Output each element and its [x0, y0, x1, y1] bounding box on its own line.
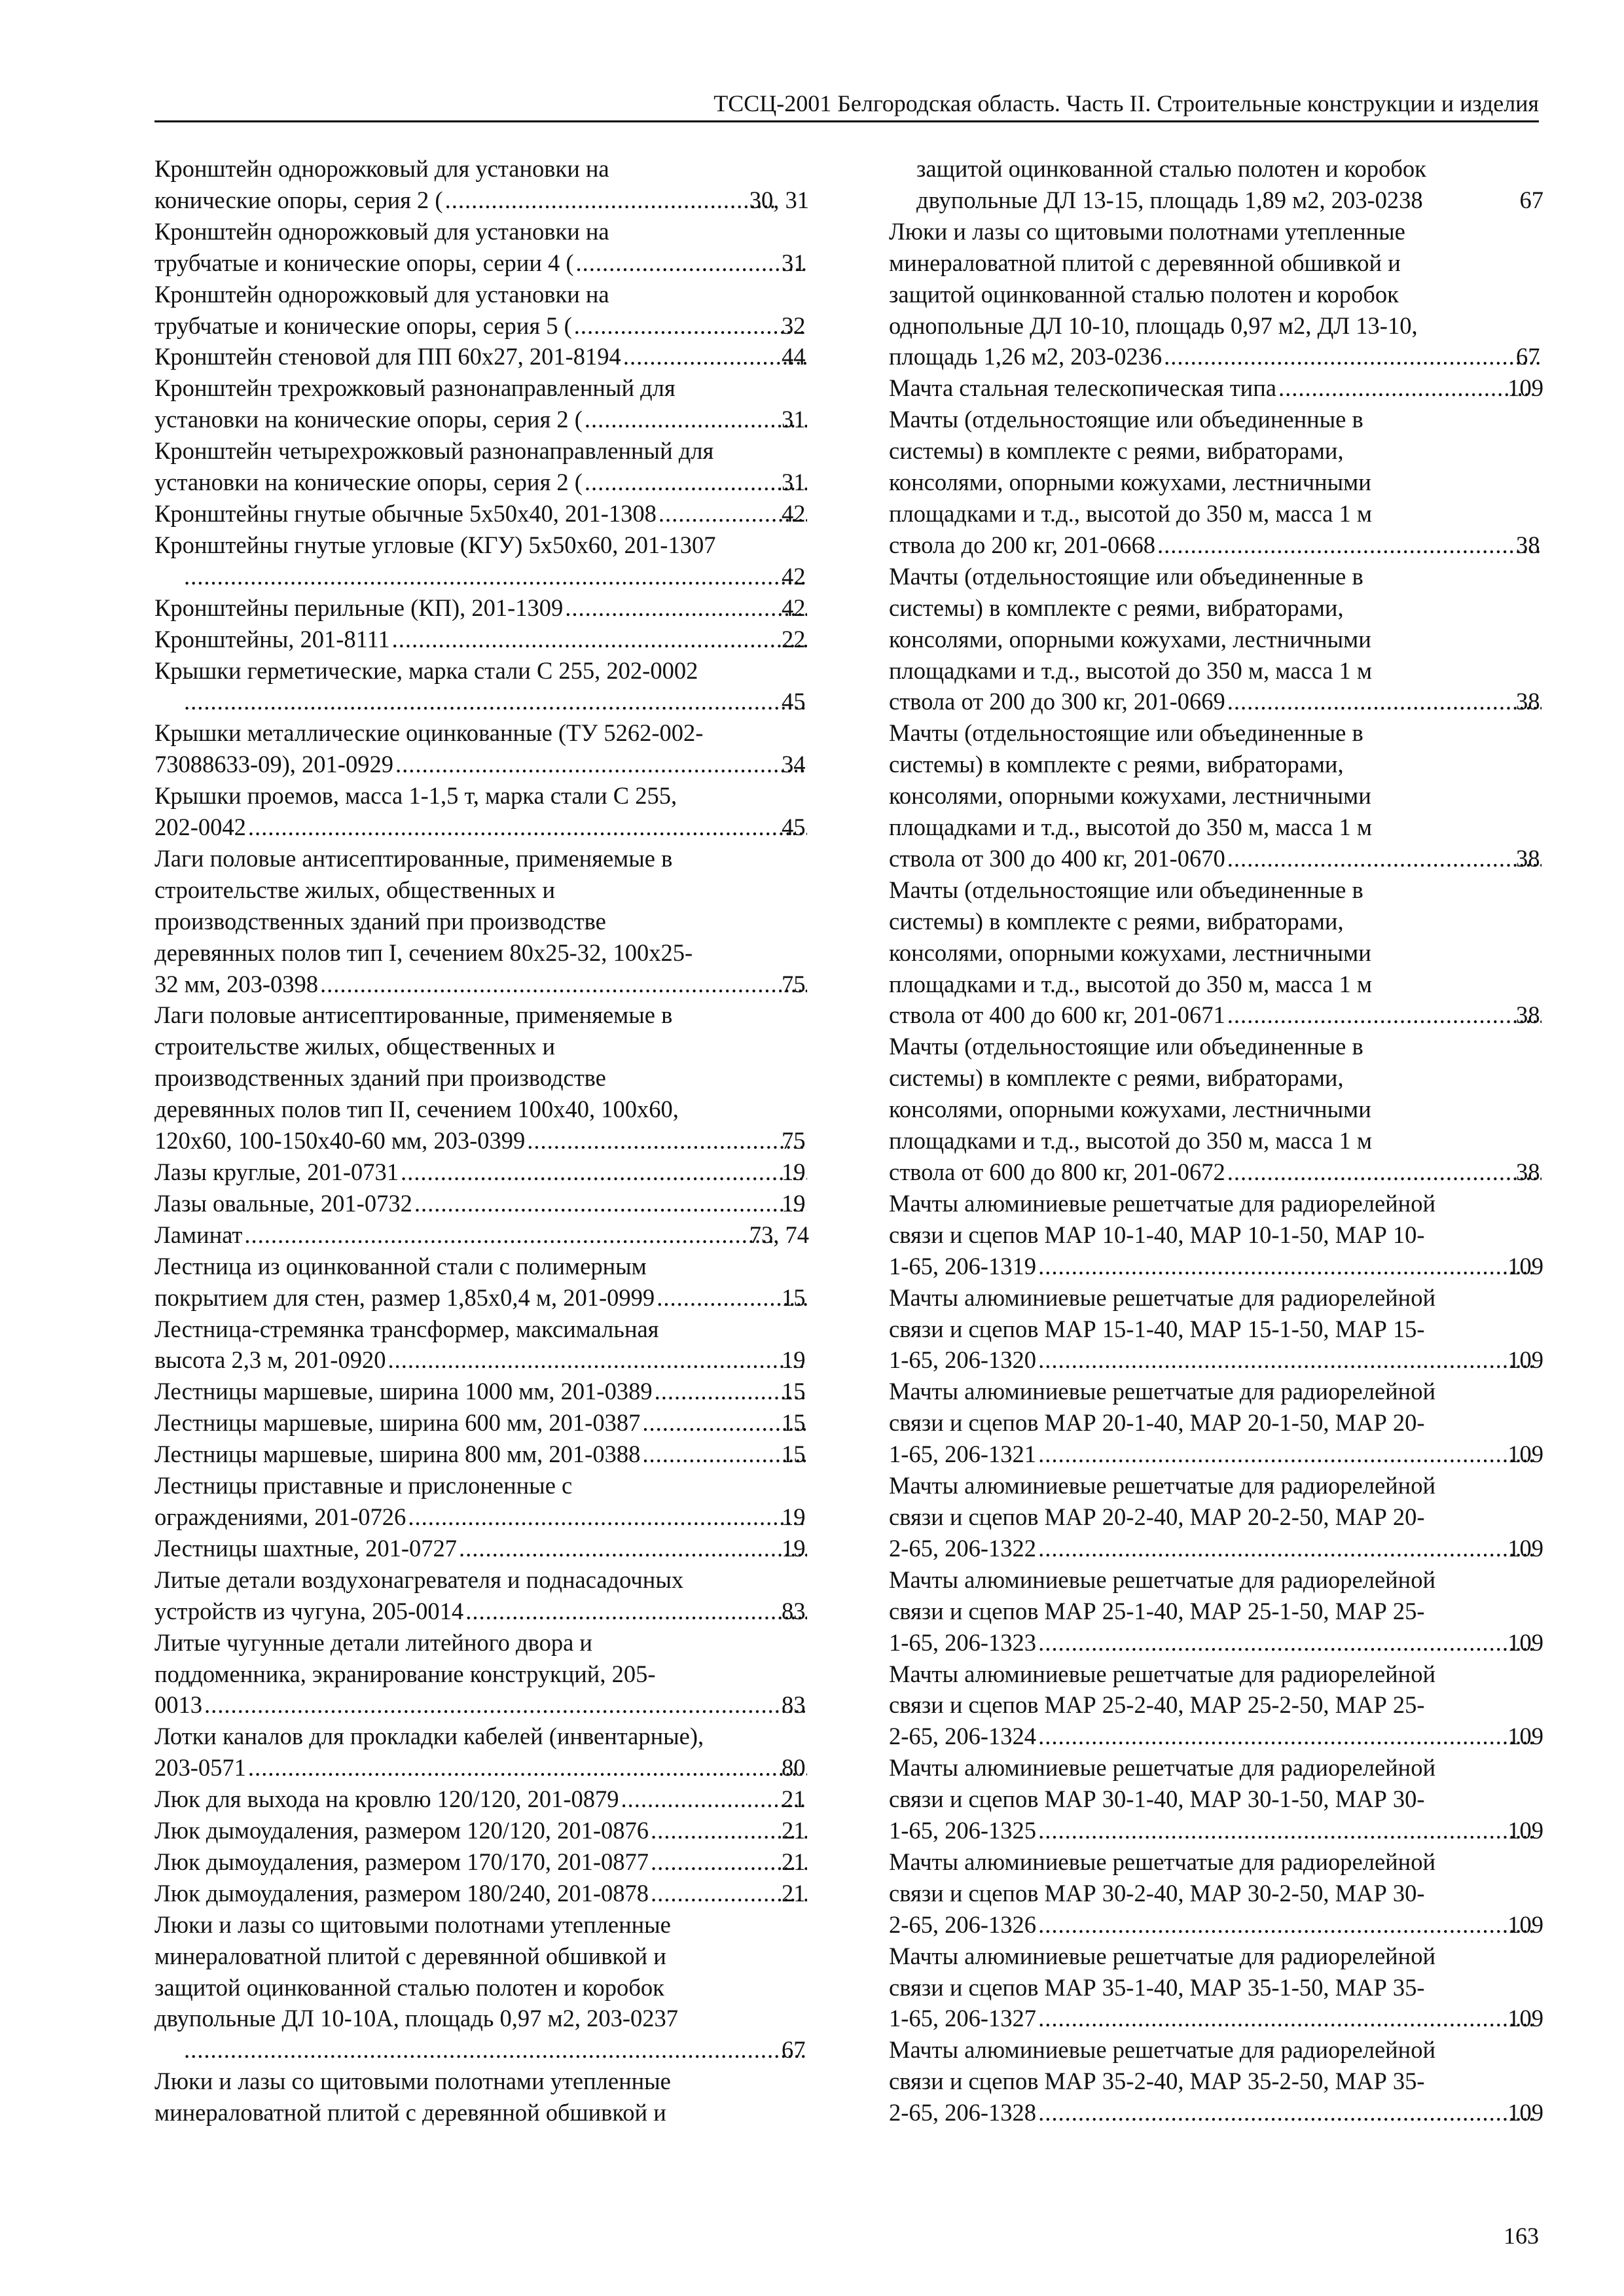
dot-leader	[1038, 1439, 1533, 1470]
index-entry-line: производственных зданий при производстве	[154, 907, 606, 935]
dot-leader	[459, 1533, 807, 1564]
index-entry	[154, 1878, 809, 1909]
index-entry-text: ствола до 200 кг, 201-0668	[889, 531, 1156, 558]
index-entry-line: Лестницы приставные и прислоненные с	[154, 1472, 573, 1499]
index-entry-text: 1-65, 206-1320	[889, 1346, 1037, 1374]
index-entry-line: поддоменника, экранирование конструкций, 205-	[154, 1660, 656, 1687]
dot-leader	[465, 1596, 807, 1627]
dot-leader	[204, 1689, 807, 1721]
index-entry-last-line: ствола до 200 кг, 201-0668 ..... 38	[916, 529, 1543, 561]
index-page-ref: 109	[1507, 1534, 1543, 1562]
index-entry-line: Кронштейны гнутые угловые (КГУ) 5х50х60, 201-1307	[154, 531, 716, 558]
dot-leader	[623, 341, 807, 372]
index-entry-line: связи и сцепов МАР 30-1-40, МАР 30-1-50, МАР 30-	[889, 1785, 1425, 1813]
index-entry	[154, 1721, 809, 1784]
index-entry-text: Кронштейн стеновой для ПП 60х27, 201-8194	[154, 343, 621, 370]
index-entry	[154, 999, 809, 1157]
index-entry	[154, 529, 809, 592]
index-entry-last-line	[889, 2097, 1543, 2128]
index-entry	[154, 216, 809, 279]
index-entry-line: Лестница из оцинкованной стали с полимерным	[154, 1252, 647, 1280]
index-entry	[154, 1251, 809, 1314]
index-entry-text: 1-65, 206-1325	[889, 1817, 1037, 1844]
index-entry-line: Лотки каналов для прокладки кабелей (инвентарные),	[154, 1723, 704, 1750]
index-entry-last-line	[916, 185, 1543, 216]
index-entry	[154, 1627, 809, 1721]
index-entry	[889, 1659, 1543, 1753]
index-entry-last-line: ствола от 200 до 300 кг, 201-0669 ..... 38	[916, 686, 1543, 717]
index-entry	[154, 1470, 809, 1533]
index-entry-line: связи и сцепов МАР 30-2-40, МАР 30-2-50, МАР 30-	[889, 1879, 1425, 1907]
index-entry-line: Лестница-стремянка трансформер, максимальная	[154, 1315, 659, 1342]
index-entry-last-line	[889, 372, 1543, 404]
index-entry-last-line	[889, 1439, 1543, 1470]
index-entry-line: связи и сцепов МАР 25-2-40, МАР 25-2-50, МАР 25-	[889, 1691, 1425, 1719]
index-entry-text: Лестницы маршевые, ширина 800 мм, 201-0388	[154, 1441, 641, 1468]
index-entry	[889, 1752, 1543, 1846]
index-page-ref: 109	[1507, 1346, 1543, 1374]
index-entry	[154, 1219, 809, 1251]
index-entry-line: Кронштейн однорожковый для установки на	[154, 217, 609, 245]
index-entry	[154, 1909, 809, 2066]
index-entry-last-line	[889, 2003, 1543, 2034]
index-entry-text: Лазы овальные, 201-0732	[154, 1189, 412, 1217]
index-entry	[889, 1376, 1543, 1470]
index-entry	[889, 1941, 1543, 2035]
index-page-ref: 109	[1507, 2005, 1543, 2032]
index-entry-line: Крышки проемов, масса 1-1,5 т, марка стали С 255,	[154, 782, 677, 810]
index-entry-line: связи и сцепов МАР 35-1-40, МАР 35-1-50, МАР 35-	[889, 1973, 1425, 2001]
dot-leader	[576, 247, 807, 279]
dot-leader	[1164, 341, 1542, 372]
index-entry-last-line: трубчатые и конические опоры, серия 5 ( ..... 32	[182, 310, 809, 342]
index-entry-text: 32 мм, 203-0398	[154, 970, 318, 997]
index-page-ref: 109	[1507, 1723, 1543, 1750]
index-entry-line: связи и сцепов МАР 10-1-40, МАР 10-1-50, МАР 10-	[889, 1221, 1425, 1248]
dot-leader	[1278, 372, 1533, 404]
index-entry	[154, 1376, 809, 1407]
index-entry-line: связи и сцепов МАР 35-2-40, МАР 35-2-50, МАР 35-	[889, 2068, 1425, 2095]
index-entry-line: строительстве жилых, общественных и	[154, 1033, 556, 1060]
index-entry-last-line: Кронштейны, 201-8111 ..... 22	[182, 624, 809, 655]
index-entry	[154, 153, 809, 216]
index-entry-text: 1-65, 206-1323	[889, 1628, 1037, 1656]
dot-leader	[1157, 529, 1542, 561]
index-entry-line: системы) в комплекте с реями, вибраторами,	[889, 907, 1344, 935]
index-entry-last-line: 203-0571 ..... 80	[182, 1752, 809, 1784]
index-entry-last-line: 202-0042 ..... 45	[182, 812, 809, 843]
index-entry-last-line: 0013 ..... 83	[182, 1689, 809, 1721]
dot-leader	[1227, 843, 1542, 874]
page-number: 163	[1504, 2223, 1539, 2249]
dot-leader	[1038, 1909, 1533, 1941]
index-entry	[154, 843, 809, 1000]
index-entry	[889, 1282, 1543, 1376]
dot-leader	[184, 686, 807, 717]
index-entry-line: консолями, опорными кожухами, лестничными	[889, 939, 1371, 966]
index-entry	[154, 1314, 809, 1376]
index-entry-text: двупольные ДЛ 13-15, площадь 1,89 м2, 203-0238	[916, 186, 1423, 213]
index-entry	[889, 874, 1543, 1031]
index-entry-last-line: Кронштейны гнутые обычные 5х50х40, 201-1308 ..... 42	[182, 498, 809, 529]
index-entry-line: Лаги половые антисептированные, применяемые в	[154, 1001, 673, 1029]
index-entry-last-line	[154, 185, 809, 216]
index-entry	[154, 498, 809, 529]
index-entry	[154, 2066, 809, 2128]
index-entry	[154, 592, 809, 624]
index-entry-line: связи и сцепов МАР 15-1-40, МАР 15-1-50, МАР 15-	[889, 1315, 1425, 1342]
dot-leader	[1038, 2003, 1533, 2034]
index-entry-last-line: Лестницы маршевые, ширина 600 мм, 201-0387 ..... 15	[182, 1407, 809, 1439]
index-entry-text: Мачта стальная телескопическая типа	[889, 374, 1276, 402]
index-entry-text: 2-65, 206-1326	[889, 1910, 1037, 1938]
index-entry-text: устройств из чугуна, 205-0014	[154, 1597, 464, 1624]
dot-leader	[388, 1344, 807, 1376]
index-entry-text: 2-65, 206-1328	[889, 2099, 1037, 2126]
index-entry-text: Кронштейны перильные (КП), 201-1309	[154, 594, 564, 621]
dot-leader	[1038, 1533, 1533, 1564]
index-entry-line: деревянных полов тип II, сечением 100х40, 100х60,	[154, 1096, 679, 1123]
dot-leader	[248, 1752, 807, 1784]
index-entry-text: 1-65, 206-1319	[889, 1252, 1037, 1280]
index-entry-line: Мачты алюминиевые решетчатые для радиорелейной	[889, 1378, 1435, 1405]
index-entry-last-line	[889, 1533, 1543, 1564]
index-entry	[889, 1031, 1543, 1188]
index-entry-last-line	[889, 1815, 1543, 1846]
index-entry-line: площадками и т.д., высотой до 350 м, масса 1 м	[889, 656, 1372, 684]
index-entry-last-line: Люк дымоудаления, размером 120/120, 201-0876 ..... 21	[182, 1815, 809, 1846]
index-entry-line: Кронштейн трехрожковый разнонаправленный для	[154, 374, 676, 402]
dot-leader	[1227, 686, 1542, 717]
index-entry-line: строительстве жилых, общественных и	[154, 876, 556, 903]
index-entry-text: 0013	[154, 1691, 202, 1719]
index-entry-line: связи и сцепов МАР 25-1-40, МАР 25-1-50, МАР 25-	[889, 1597, 1425, 1624]
index-entry-text: 1-65, 206-1327	[889, 2005, 1037, 2032]
index-entry-text: Люк дымоудаления, размером 120/120, 201-0876	[154, 1817, 649, 1844]
index-entry-last-line: Лестницы шахтные, 201-0727 ..... 19	[182, 1533, 809, 1564]
index-entry	[889, 216, 1543, 373]
index-entry	[154, 341, 809, 372]
index-entry-text: высота 2,3 м, 201-0920	[154, 1346, 386, 1374]
index-entry-last-line: Лазы овальные, 201-0732 ..... 19	[182, 1188, 809, 1219]
index-entry	[154, 780, 809, 843]
index-entry-text: 2-65, 206-1324	[889, 1723, 1037, 1750]
index-entry	[154, 1439, 809, 1470]
index-entry-line: однопольные ДЛ 10-10, площадь 0,97 м2, ДЛ 13-10,	[889, 312, 1418, 339]
dot-leader	[445, 185, 775, 216]
index-entry-text: ствола от 400 до 600 кг, 201-0671	[889, 1001, 1225, 1029]
index-entry	[154, 1846, 809, 1878]
index-entry-line: Крышки металлические оцинкованные (ТУ 5262-002-	[154, 719, 704, 747]
index-entry-line: площадками и т.д., высотой до 350 м, масса 1 м	[889, 814, 1372, 841]
index-entry	[154, 279, 809, 342]
dot-leader	[1227, 1157, 1542, 1188]
index-entry	[889, 372, 1543, 404]
index-page-ref: 109	[1507, 1628, 1543, 1656]
index-entry-last-line: ..... 42	[182, 561, 809, 592]
index-entry-last-line: Люк дымоудаления, размером 170/170, 201-0877 ..... 21	[182, 1846, 809, 1878]
index-entry-last-line: устройств из чугуна, 205-0014 ..... 83	[182, 1596, 809, 1627]
header-rule	[154, 120, 1539, 122]
index-entry-line: связи и сцепов МАР 20-2-40, МАР 20-2-50, МАР 20-	[889, 1503, 1425, 1530]
dot-leader	[408, 1501, 807, 1533]
index-entry-text: установки на конические опоры, серия 2 (	[154, 469, 583, 496]
dot-leader	[1038, 1344, 1533, 1376]
index-entry-last-line	[889, 1344, 1543, 1376]
index-entry-line: Кронштейн однорожковый для установки на	[154, 280, 609, 308]
index-page-ref: 109	[1507, 1252, 1543, 1280]
index-entry-line: Мачты алюминиевые решетчатые для радиорелейной	[889, 1472, 1435, 1499]
index-entry-line: площадками и т.д., высотой до 350 м, масса 1 м	[889, 499, 1372, 527]
index-page-ref: 109	[1507, 2099, 1543, 2126]
index-entry-line: Люки и лазы со щитовыми полотнами утепленные	[889, 217, 1405, 245]
index-entry	[154, 1815, 809, 1846]
index-entry-line: Мачты (отдельностоящие или объединенные в	[889, 406, 1363, 433]
index-entry-text: трубчатые и конические опоры, серии 4 (	[154, 249, 574, 276]
index-entry-line: минераловатной плитой с деревянной обшивкой и	[154, 1942, 666, 1969]
index-entry	[889, 1564, 1543, 1659]
dot-leader	[574, 310, 807, 342]
index-entry-text: установки на конические опоры, серия 2 (	[154, 406, 583, 433]
index-entry-text: 2-65, 206-1322	[889, 1534, 1037, 1562]
index-entry-text: 202-0042	[154, 814, 246, 841]
index-page-ref: 109	[1507, 374, 1543, 402]
index-entry-last-line: ограждениями, 201-0726 ..... 19	[182, 1501, 809, 1533]
index-entry-text: 203-0571	[154, 1754, 246, 1782]
index-entry	[154, 1157, 809, 1188]
dot-leader	[401, 1157, 807, 1188]
index-entry-text: 1-65, 206-1321	[889, 1441, 1037, 1468]
index-entry-last-line: установки на конические опоры, серия 2 ( ..... 31	[182, 467, 809, 498]
index-entry	[154, 1407, 809, 1439]
index-entry-line: консолями, опорными кожухами, лестничными	[889, 625, 1371, 653]
index-entry-line: системы) в комплекте с реями, вибраторами,	[889, 751, 1344, 778]
index-page-ref: 30, 31	[749, 186, 809, 213]
index-entry-last-line: Лестницы маршевые, ширина 1000 мм, 201-0389 ..... 15	[182, 1376, 809, 1407]
index-entry-line: защитой оцинкованной сталью полотен и коробок	[916, 155, 1426, 182]
index-entry-last-line: ствола от 400 до 600 кг, 201-0671 ..... 38	[916, 999, 1543, 1031]
dot-leader	[320, 969, 807, 1000]
index-page-ref: 73, 74	[749, 1221, 809, 1248]
index-entry-line: площадками и т.д., высотой до 350 м, масса 1 м	[889, 970, 1372, 997]
index-entry	[154, 717, 809, 780]
index-entry-line: Лаги половые антисептированные, применяемые в	[154, 844, 673, 872]
index-entry-line: Люки и лазы со щитовыми полотнами утепленные	[154, 2068, 671, 2095]
index-entry-text: Люк дымоудаления, размером 180/240, 201-0878	[154, 1879, 649, 1907]
index-entry-line: Мачты алюминиевые решетчатые для радиорелейной	[889, 2036, 1435, 2064]
index-entry-line: двупольные ДЛ 10-10А, площадь 0,97 м2, 203-0237	[154, 2005, 679, 2032]
index-entry-line: защитой оцинкованной сталью полотен и коробок	[889, 280, 1399, 308]
index-entry-last-line: Люк для выхода на кровлю 120/120, 201-0879 ..... 21	[182, 1784, 809, 1815]
index-entry	[154, 435, 809, 498]
index-entry-line: связи и сцепов МАР 20-1-40, МАР 20-1-50, МАР 20-	[889, 1409, 1425, 1437]
index-entry-line: минераловатной плитой с деревянной обшивкой и	[889, 249, 1401, 276]
dot-leader	[184, 561, 807, 592]
index-entry-text: Люк дымоудаления, размером 170/170, 201-0877	[154, 1848, 649, 1875]
index-entry-line: системы) в комплекте с реями, вибраторами,	[889, 437, 1344, 465]
index-entry-line: Литые детали воздухонагревателя и поднасадочных	[154, 1566, 684, 1593]
index-entry-line: Мачты алюминиевые решетчатые для радиорелейной	[889, 1660, 1435, 1687]
index-entry-text: Кронштейны, 201-8111	[154, 625, 390, 653]
index-entry	[154, 1564, 809, 1627]
index-entry-line: Мачты алюминиевые решетчатые для радиорелейной	[889, 1283, 1435, 1311]
running-header: ТССЦ-2001 Белгородская область. Часть II. Строительные конструкции и изделия	[713, 90, 1539, 117]
index-entry-last-line: Лазы круглые, 201-0731 ..... 19	[182, 1157, 809, 1188]
index-entry-text: конические опоры, серия 2 (	[154, 186, 443, 213]
index-entry	[889, 1188, 1543, 1282]
index-entry-last-line: покрытием для стен, размер 1,85х0,4 м, 201-0999 ..... 15	[182, 1282, 809, 1314]
index-entry-line: системы) в комплекте с реями, вибраторами,	[889, 1064, 1344, 1092]
index-entry-line: Мачты алюминиевые решетчатые для радиорелейной	[889, 1754, 1435, 1782]
index-entry-text: ствола от 300 до 400 кг, 201-0670	[889, 844, 1225, 872]
index-entry	[889, 404, 1543, 561]
dot-leader	[1227, 999, 1542, 1031]
index-entry-text: Люк для выхода на кровлю 120/120, 201-0879	[154, 1785, 619, 1813]
index-entry-line: деревянных полов тип I, сечением 80х25-32, 100х25-	[154, 939, 693, 966]
dot-leader	[248, 812, 807, 843]
index-entry-line: производственных зданий при производстве	[154, 1064, 606, 1092]
index-entry-last-line	[889, 1251, 1543, 1282]
index-entry-last-line: трубчатые и конические опоры, серии 4 ( ..... 31	[182, 247, 809, 279]
index-entry-last-line: Кронштейны перильные (КП), 201-1309 ..... 42	[182, 592, 809, 624]
index-entry-last-line: Лестницы маршевые, ширина 800 мм, 201-0388 ..... 15	[182, 1439, 809, 1470]
index-entry	[154, 655, 809, 718]
index-entry-last-line: установки на конические опоры, серия 2 ( ..... 31	[182, 404, 809, 435]
index-entry-line: Мачты алюминиевые решетчатые для радиорелейной	[889, 1189, 1435, 1217]
index-entry-line: консолями, опорными кожухами, лестничными	[889, 1096, 1371, 1123]
index-page-ref: 67	[1519, 186, 1543, 213]
index-entry-line: Мачты алюминиевые решетчатые для радиорелейной	[889, 1942, 1435, 1969]
index-entry-line: Мачты (отдельностоящие или объединенные в	[889, 1033, 1363, 1060]
index-entry-line: Крышки герметические, марка стали С 255, 202-0002	[154, 656, 698, 684]
index-page-ref: 109	[1507, 1910, 1543, 1938]
index-entry-line: площадками и т.д., высотой до 350 м, масса 1 м	[889, 1127, 1372, 1155]
index-entry-line: консолями, опорными кожухами, лестничными	[889, 782, 1371, 810]
index-entry-last-line: Кронштейн стеновой для ПП 60х27, 201-8194 ..... 44	[182, 341, 809, 372]
index-entry-text: Лестницы маршевые, ширина 600 мм, 201-0387	[154, 1409, 641, 1437]
dot-leader	[1038, 1721, 1533, 1752]
index-entry-text: Лазы круглые, 201-0731	[154, 1158, 399, 1185]
index-entry	[889, 1846, 1543, 1941]
index-entry	[154, 624, 809, 655]
dot-leader	[585, 467, 807, 498]
index-column-right	[889, 153, 1543, 2128]
index-entry-line: Мачты алюминиевые решетчатые для радиорелейной	[889, 1848, 1435, 1875]
index-entry	[889, 1470, 1543, 1564]
dot-leader	[1038, 2097, 1533, 2128]
index-column-left	[154, 153, 809, 2128]
index-entry-text: 73088633-09), 201-0929	[154, 751, 393, 778]
index-entry-line: Литые чугунные детали литейного двора и	[154, 1628, 592, 1656]
index-entry-line: Кронштейн четырехрожковый разнонаправленный для	[154, 437, 714, 465]
index-entry-line: Мачты (отдельностоящие или объединенные в	[889, 719, 1363, 747]
index-page-ref: 109	[1507, 1817, 1543, 1844]
index-entry-line: Мачты (отдельностоящие или объединенные в	[889, 876, 1363, 903]
index-entry	[154, 1784, 809, 1815]
dot-leader	[621, 1784, 807, 1815]
index-entry-line: минераловатной плитой с деревянной обшивкой и	[154, 2099, 666, 2126]
index-entry-last-line: высота 2,3 м, 201-0920 ..... 19	[182, 1344, 809, 1376]
index-entry-text: ствола от 200 до 300 кг, 201-0669	[889, 688, 1225, 715]
index-entry-line: Люки и лазы со щитовыми полотнами утепленные	[154, 1910, 671, 1938]
index-entry-last-line	[889, 1721, 1543, 1752]
index-entry-last-line: 32 мм, 203-0398 ..... 75	[182, 969, 809, 1000]
index-entry-line: системы) в комплекте с реями, вибраторами,	[889, 594, 1344, 621]
index-entry-last-line: ..... 67	[182, 2034, 809, 2066]
index-entry-text: Кронштейны гнутые обычные 5х50х40, 201-1308	[154, 499, 657, 527]
dot-leader	[244, 1219, 774, 1251]
dot-leader	[1038, 1815, 1533, 1846]
index-entry	[154, 1188, 809, 1219]
dot-leader	[395, 749, 807, 780]
index-entry-last-line: 120х60, 100-150х40-60 мм, 203-0399 ..... 75	[182, 1125, 809, 1157]
index-entry	[889, 2034, 1543, 2128]
index-entry-text: Лестницы шахтные, 201-0727	[154, 1534, 458, 1562]
dot-leader	[585, 404, 807, 435]
index-entry-last-line: 73088633-09), 201-0929 ..... 34	[182, 749, 809, 780]
index-entry	[889, 153, 1543, 216]
index-entry-last-line	[154, 1219, 809, 1251]
index-entry-text: Ламинат	[154, 1221, 243, 1248]
index-entry	[154, 1533, 809, 1564]
dot-leader	[565, 592, 807, 624]
index-entry-text: ограждениями, 201-0726	[154, 1503, 406, 1530]
dot-leader	[414, 1188, 807, 1219]
index-entry-line: Мачты алюминиевые решетчатые для радиорелейной	[889, 1566, 1435, 1593]
index-entry-text: площадь 1,26 м2, 203-0236	[889, 343, 1163, 370]
dot-leader	[184, 2034, 807, 2066]
index-entry-text: 120х60, 100-150х40-60 мм, 203-0399	[154, 1127, 526, 1155]
index-entry-last-line	[889, 1627, 1543, 1659]
index-entry	[889, 561, 1543, 718]
index-entry-line: Мачты (отдельностоящие или объединенные в	[889, 562, 1363, 590]
index-entry	[154, 372, 809, 435]
index-entry-last-line: площадь 1,26 м2, 203-0236 ..... 67	[916, 341, 1543, 372]
dot-leader	[1038, 1251, 1533, 1282]
index-entry-text: трубчатые и конические опоры, серия 5 (	[154, 312, 572, 339]
index-entry-last-line: Люк дымоудаления, размером 180/240, 201-0878 ..... 21	[182, 1878, 809, 1909]
index-entry-text: ствола от 600 до 800 кг, 201-0672	[889, 1158, 1225, 1185]
index-entry-line: Кронштейн однорожковый для установки на	[154, 155, 609, 182]
dot-leader	[527, 1125, 807, 1157]
index-entry-text: Лестницы маршевые, ширина 1000 мм, 201-0389	[154, 1378, 653, 1405]
index-entry-line: консолями, опорными кожухами, лестничными	[889, 469, 1371, 496]
index-entry	[889, 717, 1543, 874]
index-entry-last-line	[889, 1909, 1543, 1941]
index-entry-text: покрытием для стен, размер 1,85х0,4 м, 201-0999	[154, 1283, 655, 1311]
dot-leader	[1038, 1627, 1533, 1659]
index-entry-last-line: ..... 45	[182, 686, 809, 717]
dot-leader	[392, 624, 807, 655]
index-entry-line: защитой оцинкованной сталью полотен и коробок	[154, 1973, 664, 2001]
index-entry-last-line: ствола от 300 до 400 кг, 201-0670 ..... 38	[916, 843, 1543, 874]
index-entry-last-line: ствола от 600 до 800 кг, 201-0672 ..... 38	[916, 1157, 1543, 1188]
index-page-ref: 109	[1507, 1441, 1543, 1468]
